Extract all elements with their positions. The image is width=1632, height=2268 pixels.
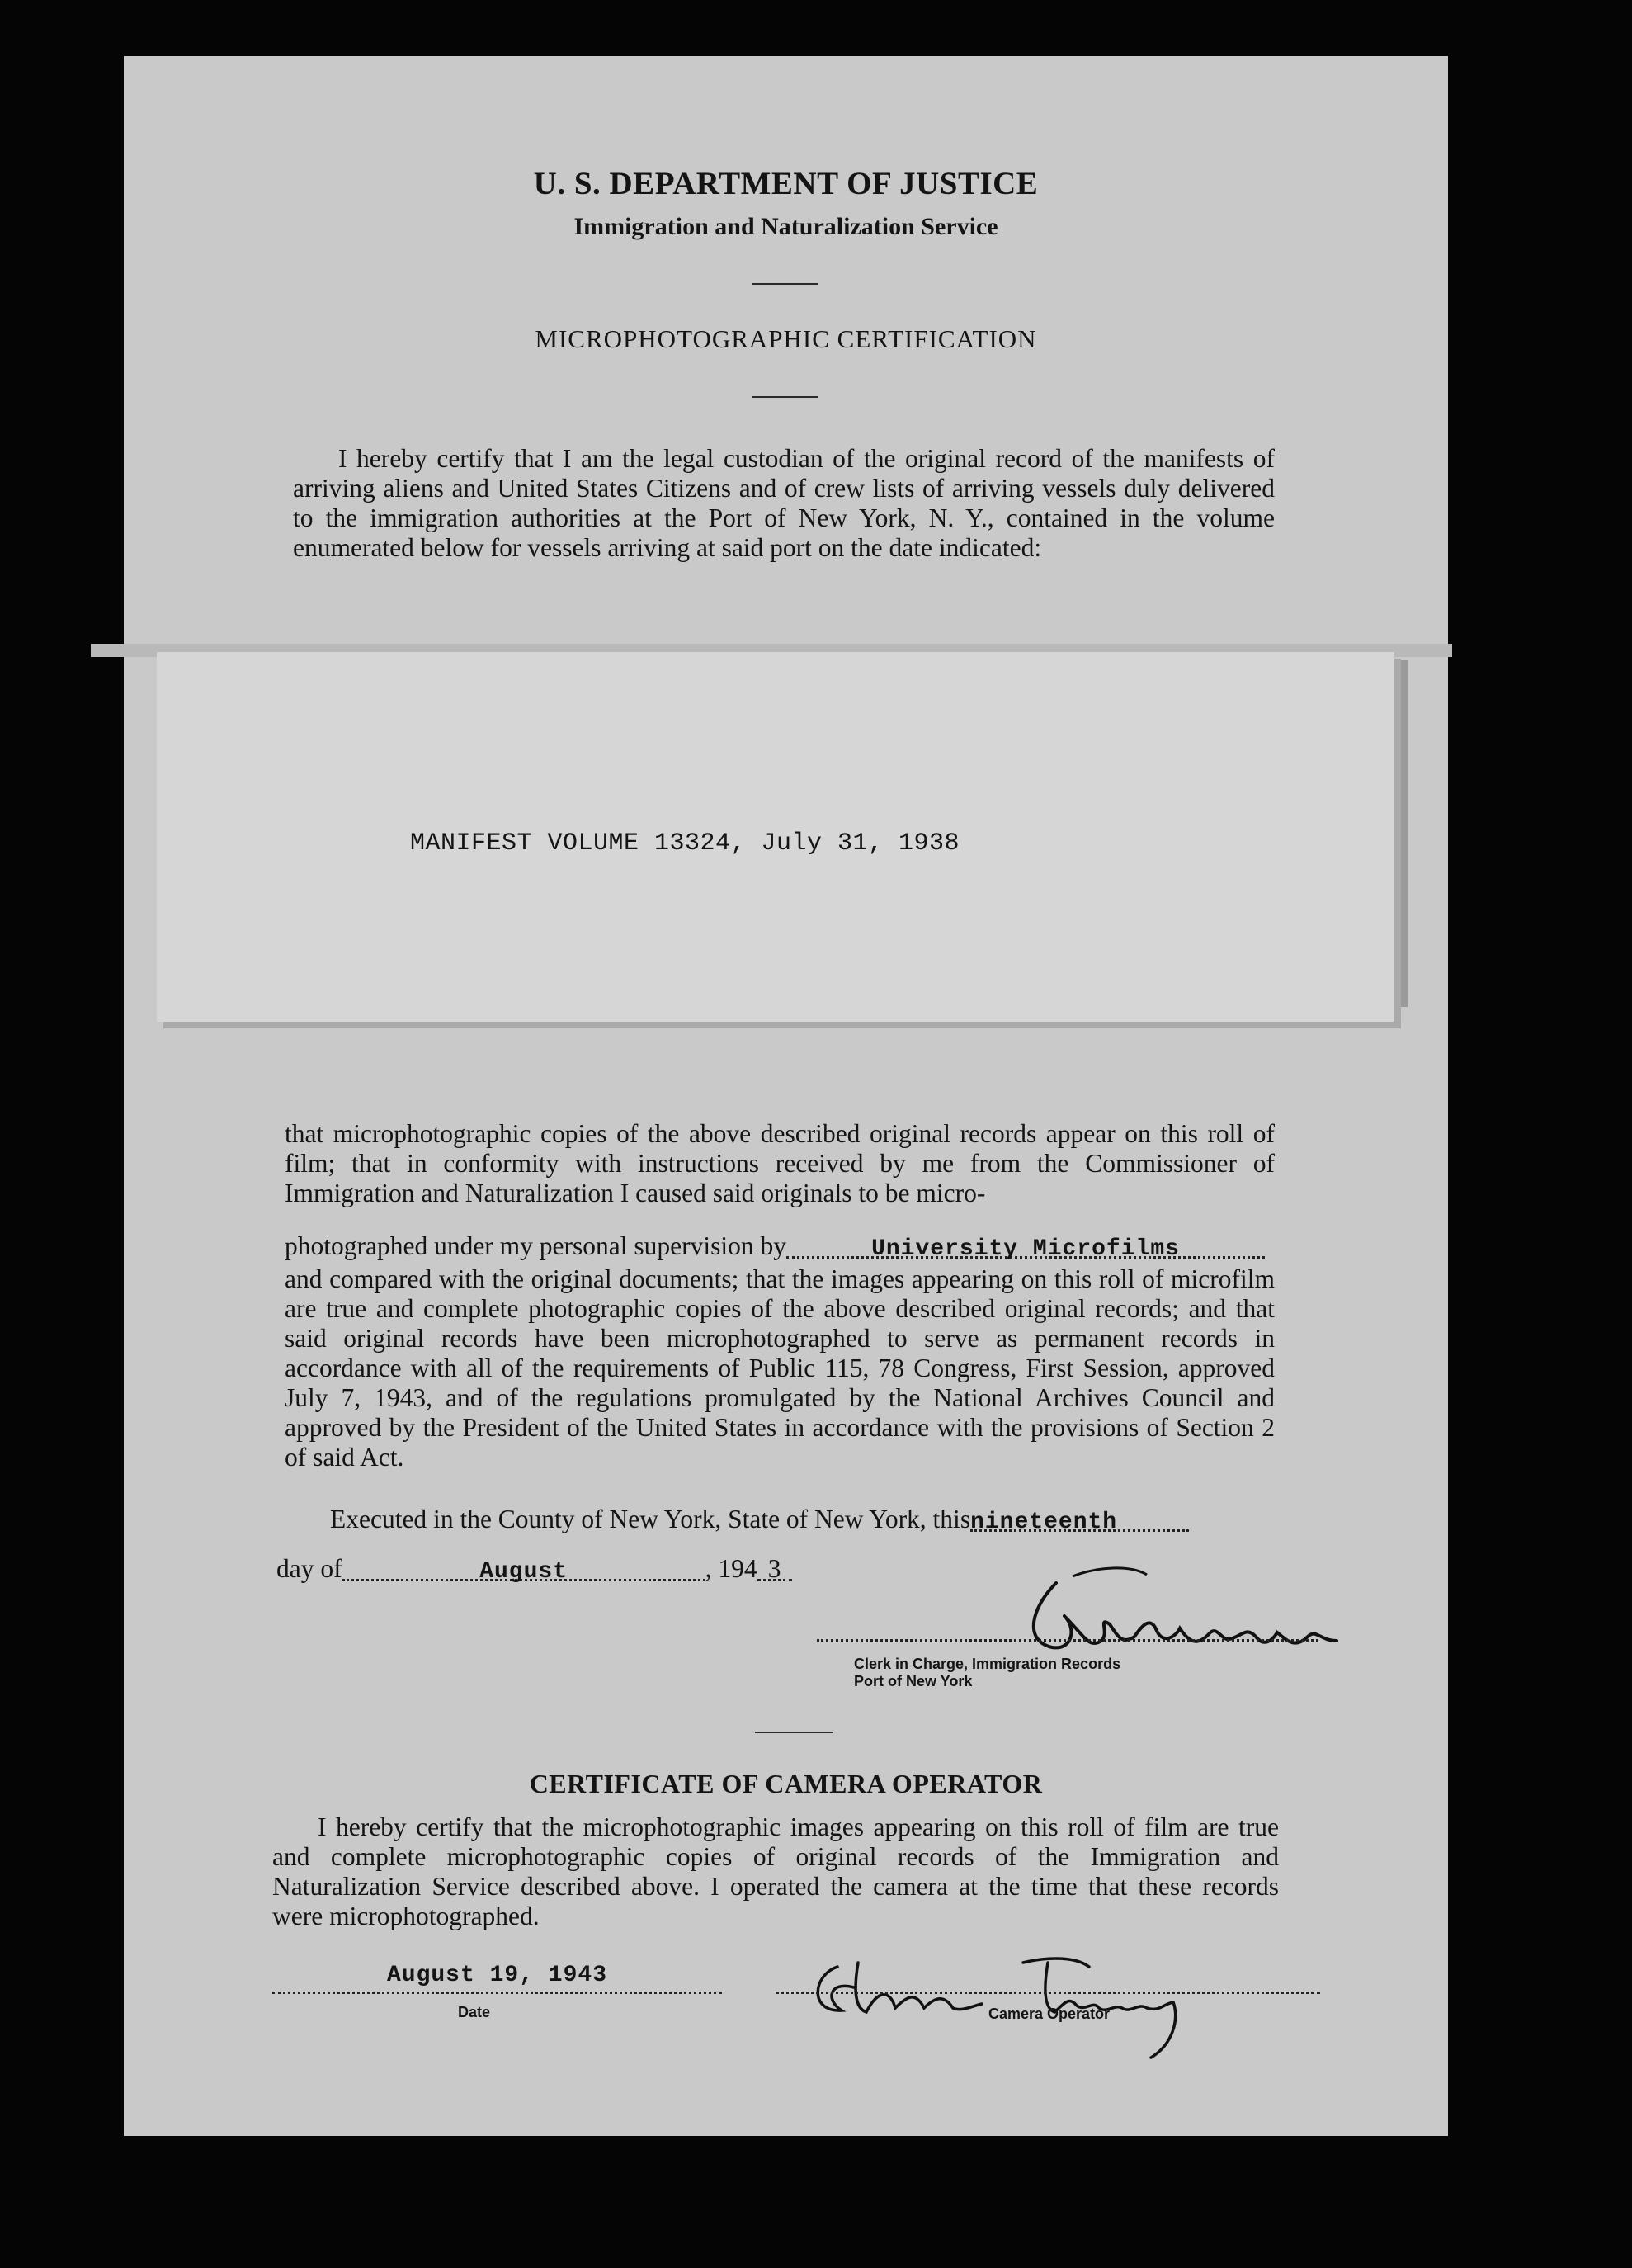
certification-title: MICROPHOTOGRAPHIC CERTIFICATION [535,324,1037,353]
day-of-label: day of [276,1554,342,1583]
body-paragraph-part2: and compared with the original documents; that the images appearing on this roll of microfilm are true and complete photographic copies of the above described original records; and that said original records have been microphotographed to serve as permanent records in accordance with all of the requirements of Public 115, 78 Congress, First Session, approved July 7, 1943, and of the regulations promulgated by the National Archives Council and approved by the President of the United States in accordance with the provisions of Section 2 of said Act. [285,1264,1275,1472]
body-paragraph-part1: that microphotographic copies of the above described original records appear on this roll of film; that in conformity with instructions received by me from the Commissioner of Immigration and Naturalization I caused said originals to be micro- [285,1119,1275,1207]
execution-month: August [479,1559,568,1585]
year-prefix: , 194 [705,1554,757,1583]
camera-operator-signature [776,1930,1238,2062]
camera-operator-label: Camera Operator [988,2006,1111,2022]
supervision-prefix: photographed under my personal supervision by [285,1231,787,1260]
month-fill-line [342,1554,705,1585]
supervision-line [285,1231,1265,1261]
date-line [276,1554,792,1584]
certificate-sheet [124,56,1448,2136]
execution-line [330,1505,1189,1534]
camera-date-line [272,1992,722,1994]
camera-operator-line [776,1992,1320,1994]
clerk-signature-line [817,1639,1318,1642]
clerk-title [854,1656,1120,1690]
camera-certificate-paragraph: I hereby certify that the microphotographic images appearing on this roll of film are true and complete microphotographic copies of original records of the Immigration and Naturalization Service described above. I operated the camera at the time that these records were microphotographed. [272,1812,1279,1930]
service-subheading: Immigration and Naturalization Service [573,213,998,240]
execution-prefix: Executed in the County of New York, State of New York, this [330,1505,971,1533]
year-fill-line [757,1554,792,1581]
supervision-value: University Microfilms [871,1236,1180,1262]
manifest-volume-text: MANIFEST VOLUME 13324, July 31, 1938 [409,829,960,858]
day-fill-line [970,1505,1189,1535]
divider-rule [752,396,818,398]
camera-certificate-title: CERTIFICATE OF CAMERA OPERATOR [529,1769,1043,1798]
camera-date-label: Date [458,2004,491,2020]
divider-rule [755,1732,833,1733]
divider-rule [752,283,818,285]
manifest-slip [157,652,1394,1022]
intro-paragraph: I hereby certify that I am the legal custodian of the original record of the manifests of arriving aliens and United States Citizens and of crew lists of arriving vessels duly delivered to the immigration authorities at the Port of New York, N. Y., contained in the volume enumerated below for vessels arriving at said port on the date indicated: [293,444,1275,562]
execution-day: nineteenth [970,1510,1118,1535]
year-digit: 3 [767,1554,781,1583]
department-heading: U. S. DEPARTMENT OF JUSTICE [533,166,1039,201]
clerk-title-line2: Port of New York [854,1673,973,1689]
camera-date-value: August 19, 1943 [386,1963,608,1988]
clerk-title-line1: Clerk in Charge, Immigration Records [854,1656,1121,1672]
supervision-fill-line [786,1231,1265,1262]
